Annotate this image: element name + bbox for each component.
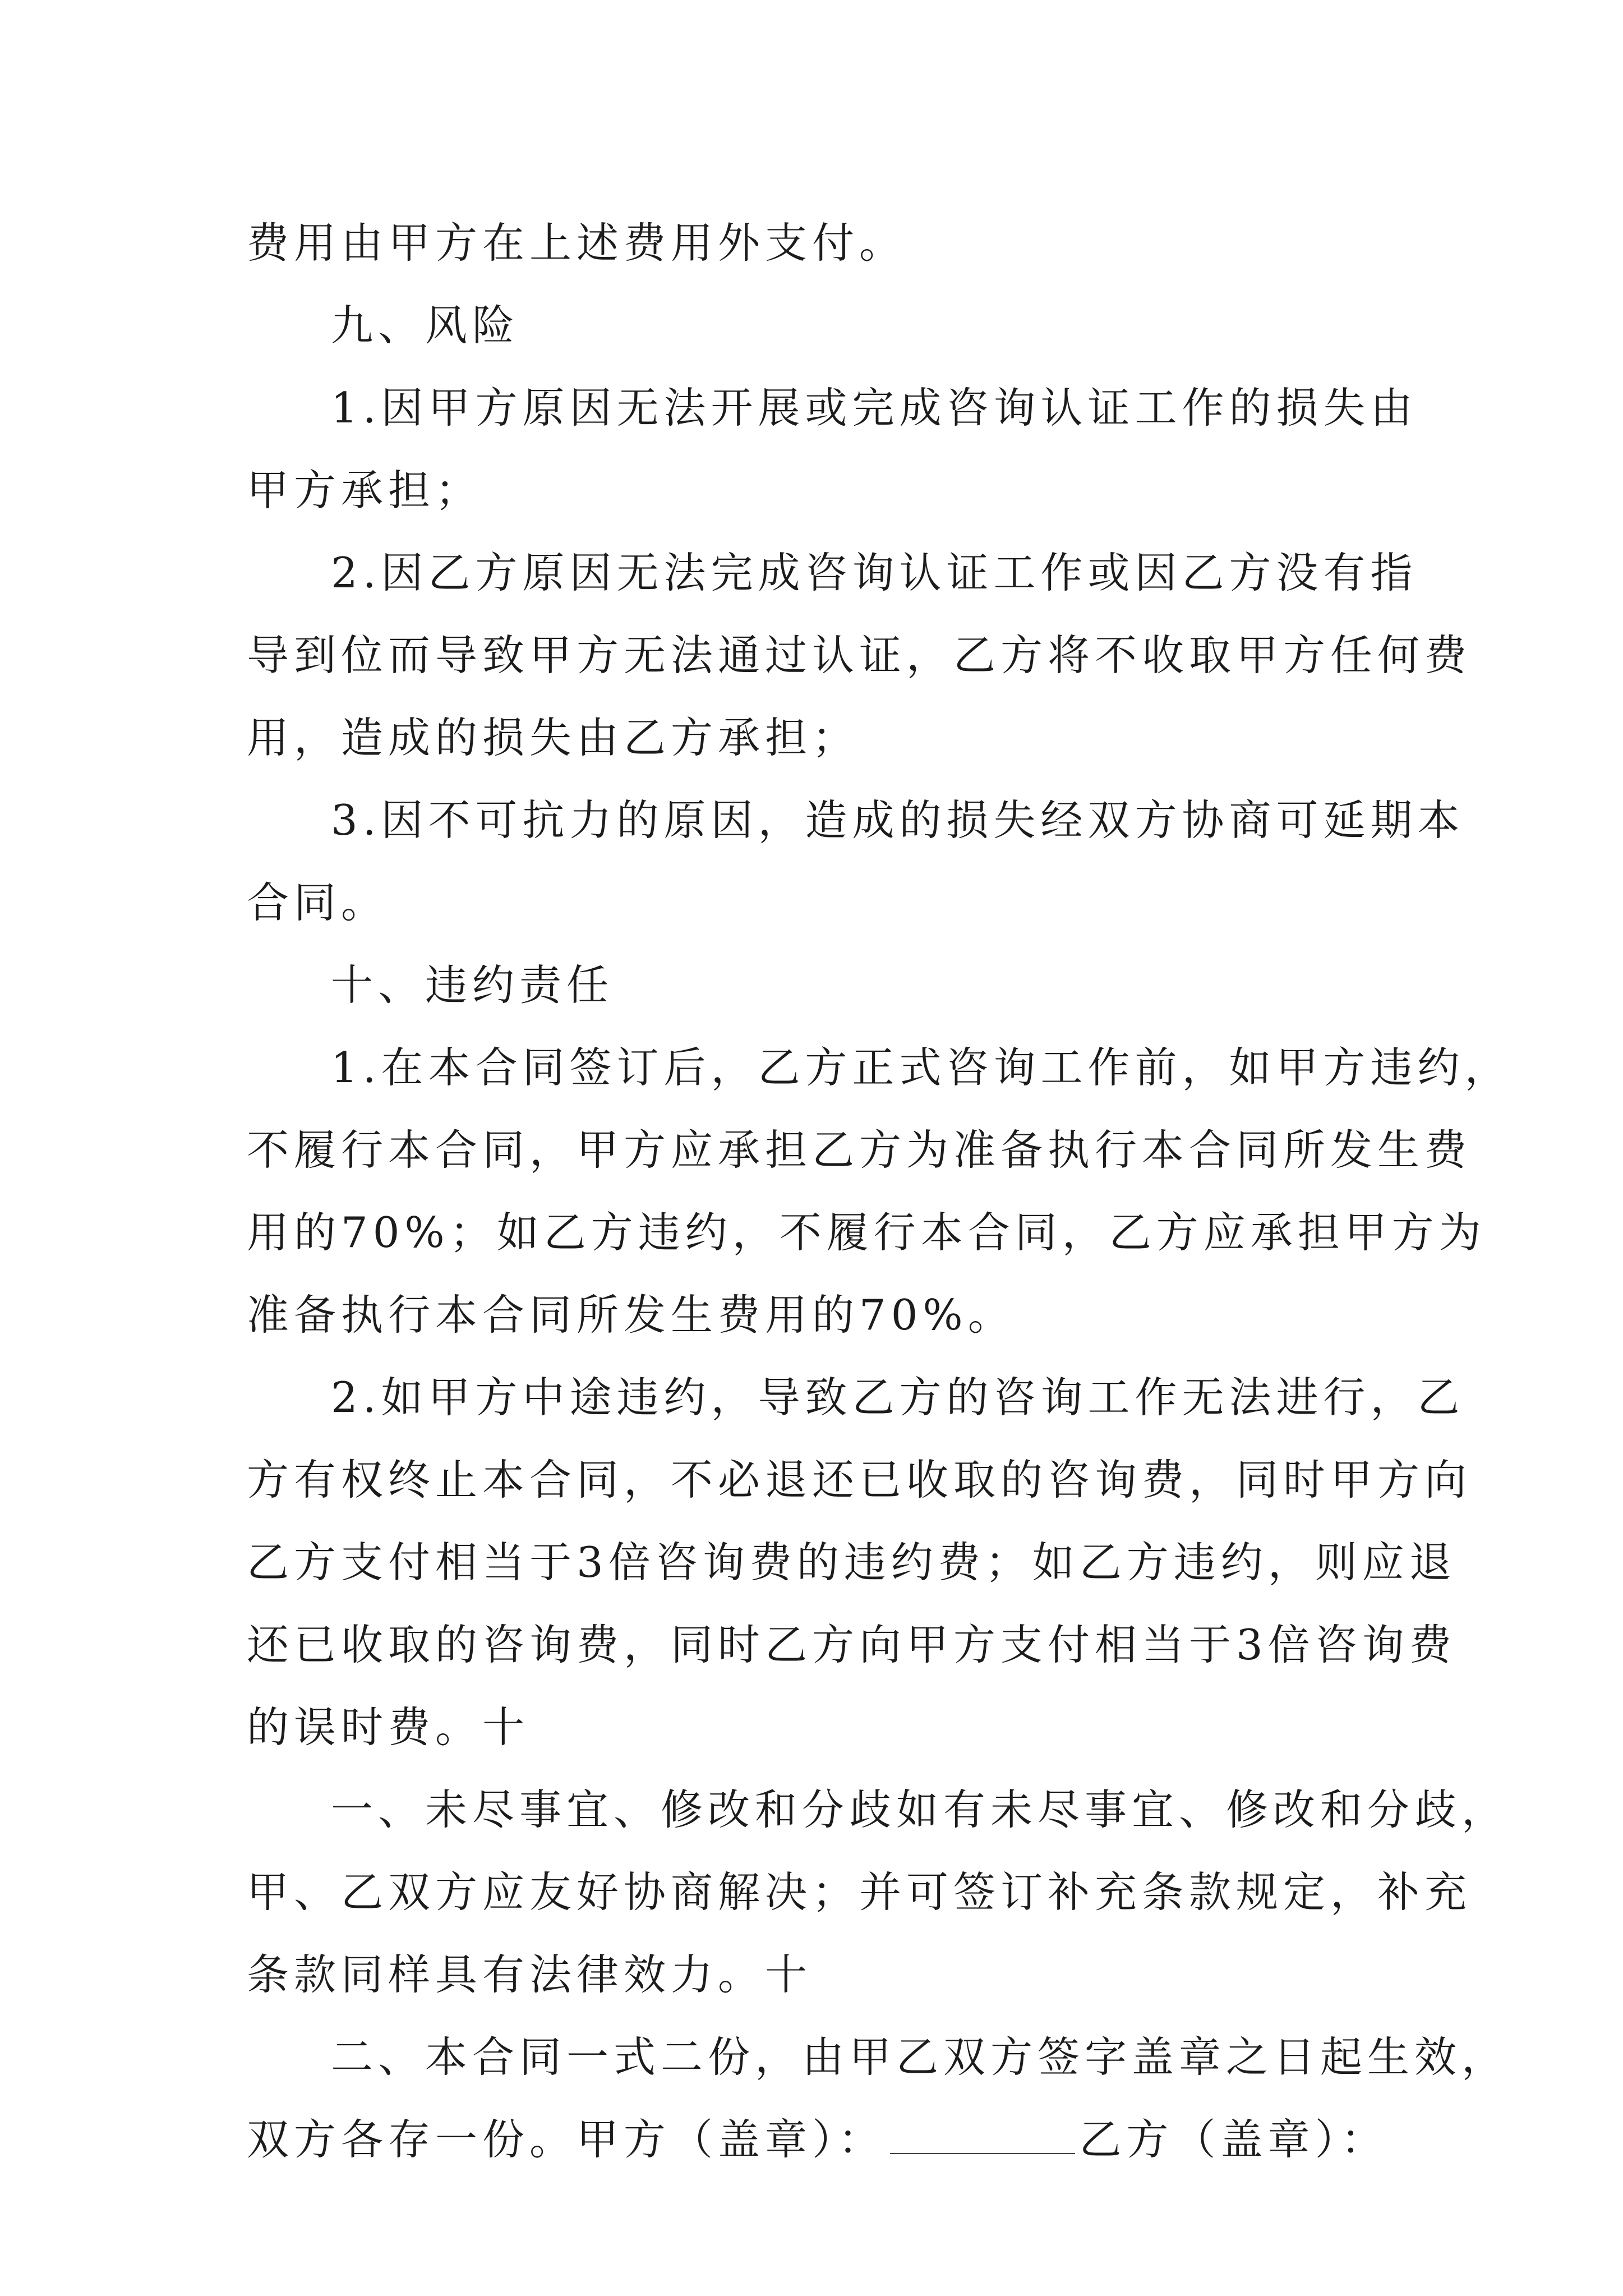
text-line: 准备执行本合同所发生费用的70%。 — [247, 1290, 1015, 1340]
text-line: 一、未尽事宜、修改和分歧如有未尽事宜、修改和分歧， — [331, 1785, 1509, 1834]
text-line: 不履行本合同，甲方应承担乙方为准备执行本合同所发生费 — [247, 1125, 1472, 1175]
text-line: 3.因不可抗力的原因，造成的损失经双方协商可延期本 — [331, 795, 1465, 845]
text-line: 1.因甲方原因无法开展或完成咨询认证工作的损失由 — [331, 383, 1418, 432]
text-line: 2.因乙方原因无法完成咨询认证工作或因乙方没有指 — [331, 548, 1418, 597]
document-body — [247, 202, 1512, 2181]
text-line: 2.如甲方中途违约，导致乙方的咨询工作无法进行，乙 — [331, 1373, 1465, 1422]
text-line: 1.在本合同签订后，乙方正式咨询工作前，如甲方违约， — [331, 1043, 1512, 1092]
text-line: 的误时费。十 — [247, 1703, 530, 1752]
text-line: 二、本合同一式二份，由甲乙双方签字盖章之日起生效， — [331, 2032, 1509, 2082]
text-line: 条款同样具有法律效力。十 — [247, 1950, 813, 1999]
signature-line — [247, 2099, 1391, 2181]
section-heading: 十、违约责任 — [331, 960, 614, 1010]
text-line: 费用由甲方在上述费用外支付。 — [247, 218, 907, 268]
text-line: 还已收取的咨询费，同时乙方向甲方支付相当于3倍咨询费 — [247, 1620, 1456, 1669]
text-line: 甲方承担； — [247, 466, 483, 515]
text-line: 用的70%；如乙方违约，不履行本合同，乙方应承担甲方为 — [247, 1208, 1486, 1257]
text-line: 甲、乙双方应友好协商解决；并可签订补充条款规定，补充 — [247, 1867, 1472, 1917]
signature-blank — [890, 2119, 1075, 2154]
signature-party-a-label: 双方各存一份。甲方（盖章）： — [247, 2115, 886, 2164]
text-line: 导到位而导致甲方无法通过认证，乙方将不收取甲方任何费 — [247, 631, 1472, 680]
section-heading: 九、风险 — [331, 301, 520, 350]
text-line: 用，造成的损失由乙方承担； — [247, 713, 860, 762]
text-line: 方有权终止本合同，不必退还已收取的咨询费，同时甲方向 — [247, 1455, 1472, 1504]
text-line: 合同。 — [247, 878, 389, 927]
signature-party-b-label: 乙方（盖章）： — [1079, 2115, 1389, 2164]
text-line: 乙方支付相当于3倍咨询费的违约费；如乙方违约，则应退 — [247, 1538, 1456, 1587]
